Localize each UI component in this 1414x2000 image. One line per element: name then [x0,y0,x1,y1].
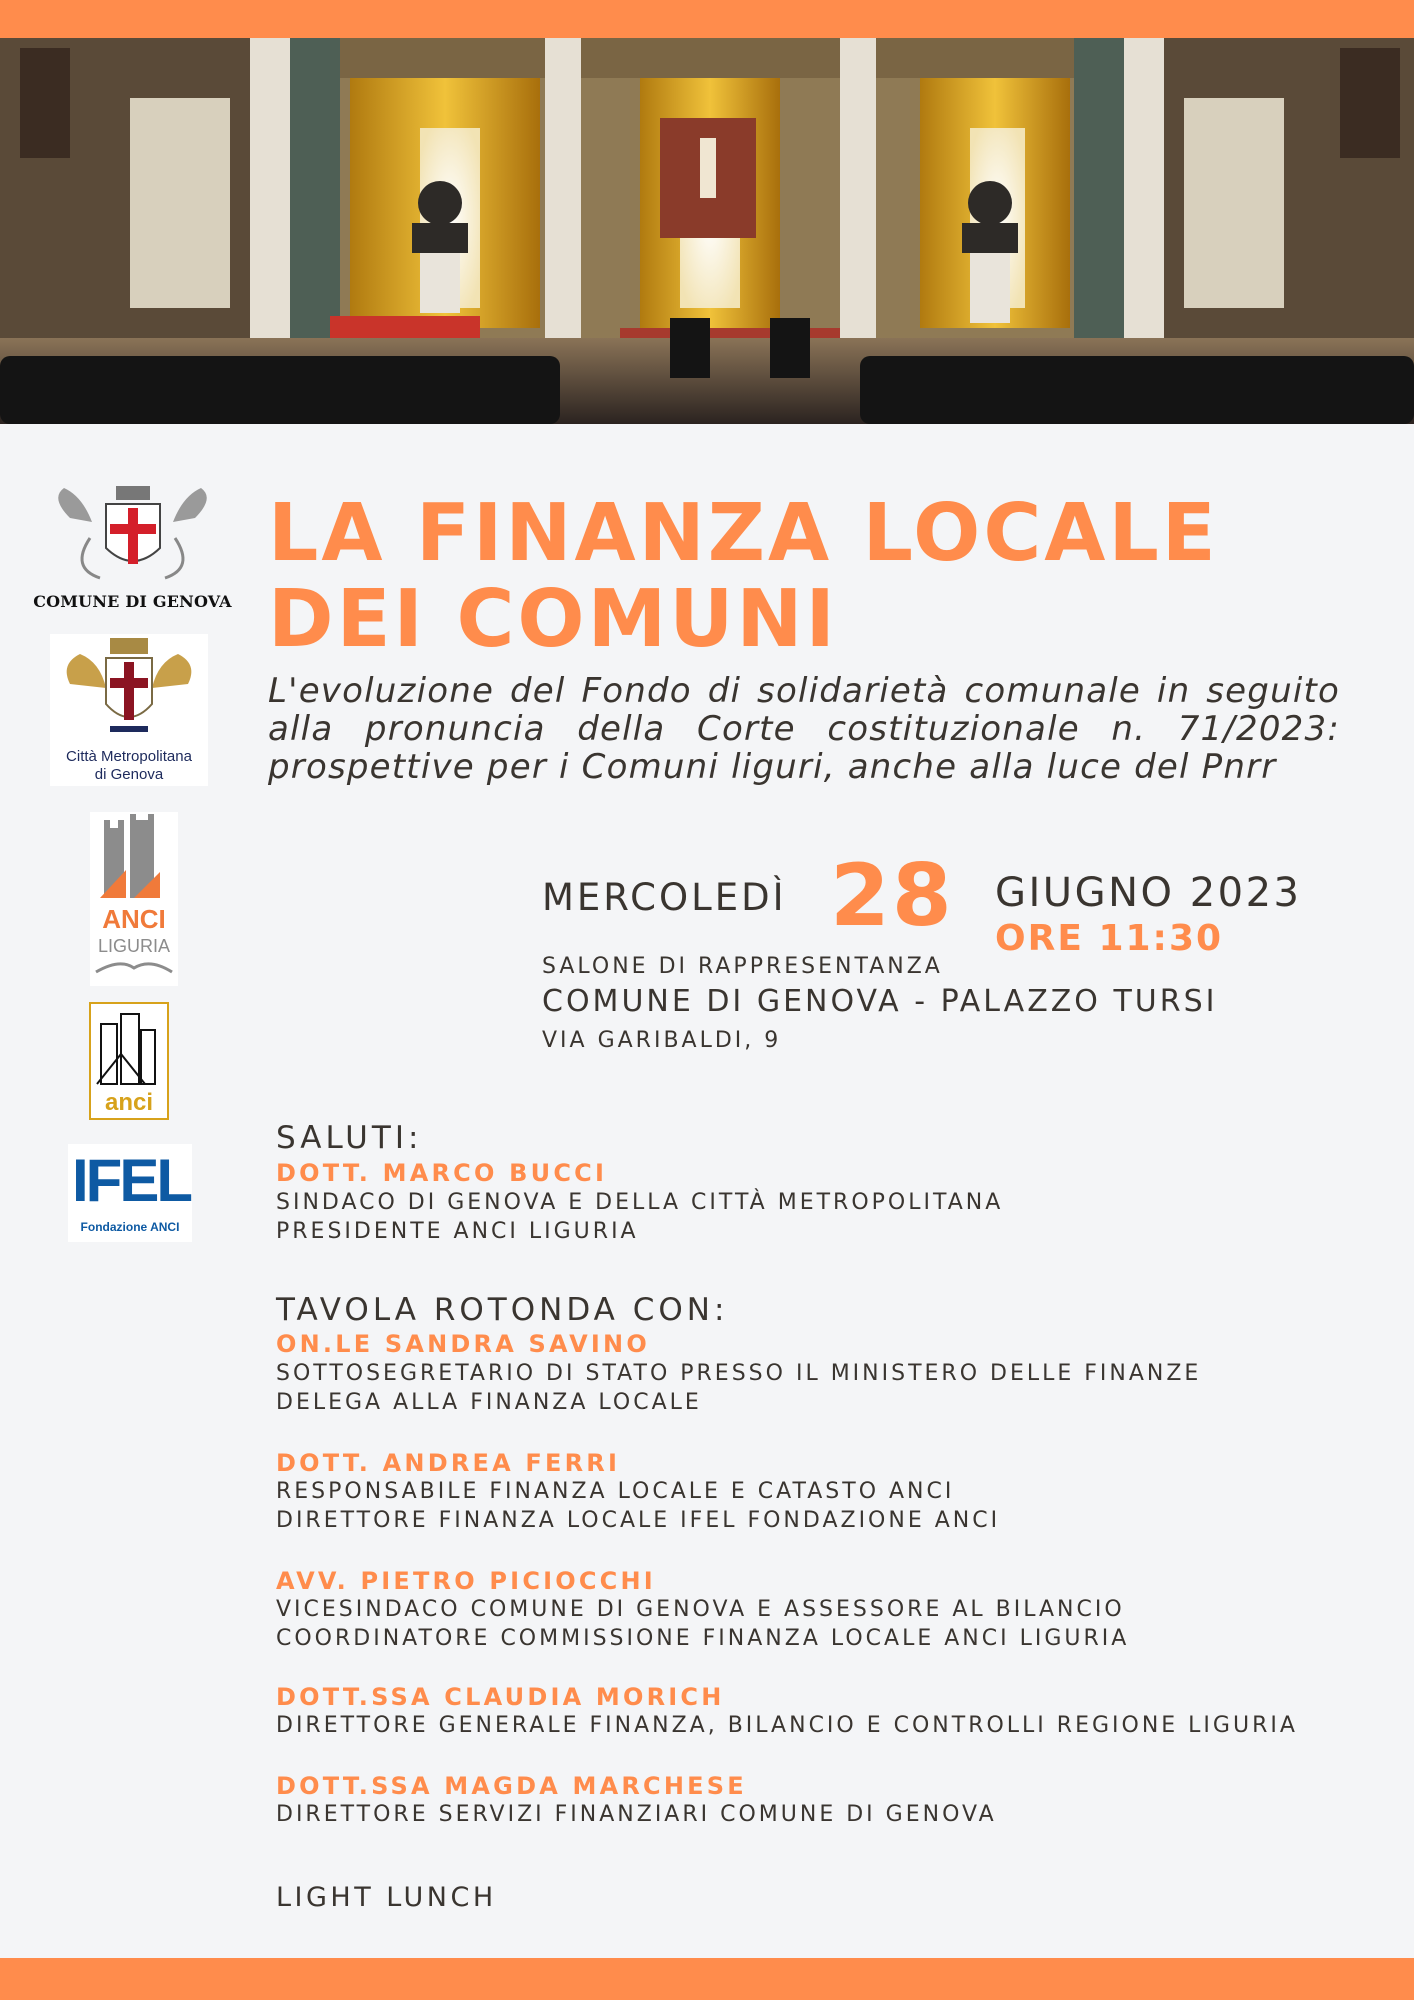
venue-name: COMUNE DI GENOVA - PALAZZO TURSI [542,984,1218,1019]
speaker-role: RESPONSABILE FINANZA LOCALE E CATASTO ANCI [276,1479,955,1504]
ifel-logo-icon: IFEL [72,1147,190,1214]
anci-logo [89,1002,169,1120]
metro-logo-caption [50,748,208,784]
speaker-name: DOTT.SSA CLAUDIA MORICH [276,1683,725,1711]
anci-text: anci [104,1089,154,1116]
ifel-logo-subtext: Fondazione ANCI [80,1220,180,1234]
anci-liguria-logo [90,812,178,986]
speaker-role: DIRETTORE GENERALE FINANZA, BILANCIO E CONTROLLI REGIONE LIGURIA [276,1713,1298,1738]
hero-photo [0,38,1414,424]
anci-liguria-subtext: LIGURIA [97,936,171,956]
speaker-role: VICESINDACO COMUNE DI GENOVA E ASSESSORE AL BILANCIO [276,1597,1125,1622]
anci-liguria-text: ANCI [102,904,166,934]
speaker-name: ON.LE SANDRA SAVINO [276,1330,650,1358]
light-lunch: LIGHT LUNCH [276,1882,497,1913]
speaker-role: DIRETTORE FINANZA LOCALE IFEL FONDAZIONE ANCI [276,1508,1001,1533]
venue-room: SALONE DI RAPPRESENTANZA [542,954,943,979]
top-accent-bar [0,0,1414,38]
event-title [268,487,1368,665]
event-title-line2: DEI COMUNI [268,573,838,665]
venue-address: VIA GARIBALDI, 9 [542,1028,782,1053]
speaker-role: DELEGA ALLA FINANZA LOCALE [276,1390,702,1415]
event-title-line1: LA FINANZA LOCALE [268,487,1219,579]
genova-logo-caption: COMUNE DI GENOVA [33,592,232,611]
event-month-year: GIUGNO 2023 [995,870,1302,916]
speaker-name: AVV. PIETRO PICIOCCHI [276,1567,656,1595]
metro-caption-line2: di Genova [94,766,164,783]
genova-coat-of-arms-icon [30,478,235,590]
round-table-heading: TAVOLA ROTONDA CON: [276,1292,729,1328]
speaker-role: SOTTOSEGRETARIO DI STATO PRESSO IL MINISTERO DELLE FINANZE [276,1361,1202,1386]
greetings-heading: SALUTI: [276,1120,423,1156]
comune-genova-logo [30,478,235,618]
speaker-role: DIRETTORE SERVIZI FINANZIARI COMUNE DI GENOVA [276,1802,997,1827]
event-subtitle: L'evoluzione del Fondo di solidarietà comunale in seguito alla pronuncia della Corte costituzionale n. 71/2023: prospettive per i Comuni liguri, anche alla luce del Pnrr [268,671,1340,787]
metro-caption-line1: Città Metropolitana [66,748,192,765]
anci-liguria-logo-icon [90,812,178,986]
anci-logo-icon [91,1004,167,1118]
citta-metropolitana-logo [50,634,208,786]
speaker-role: COORDINATORE COMMISSIONE FINANZA LOCALE ANCI LIGURIA [276,1626,1130,1651]
bottom-accent-bar [0,1958,1414,2000]
greeting-speaker-role: SINDACO DI GENOVA E DELLA CITTÀ METROPOLITANA [276,1190,1004,1215]
event-weekday: MERCOLEDÌ [542,876,787,919]
greeting-speaker-role: PRESIDENTE ANCI LIGURIA [276,1219,639,1244]
citta-metropolitana-emblem-icon [50,634,208,746]
event-time: ORE 11:30 [995,918,1224,959]
speaker-name: DOTT. ANDREA FERRI [276,1449,621,1477]
speaker-name: DOTT.SSA MAGDA MARCHESE [276,1772,747,1800]
ifel-logo [68,1144,192,1242]
event-day: 28 [830,846,954,946]
greeting-speaker-name: DOTT. MARCO BUCCI [276,1159,608,1187]
palazzo-tursi-hall-photo [0,38,1414,424]
